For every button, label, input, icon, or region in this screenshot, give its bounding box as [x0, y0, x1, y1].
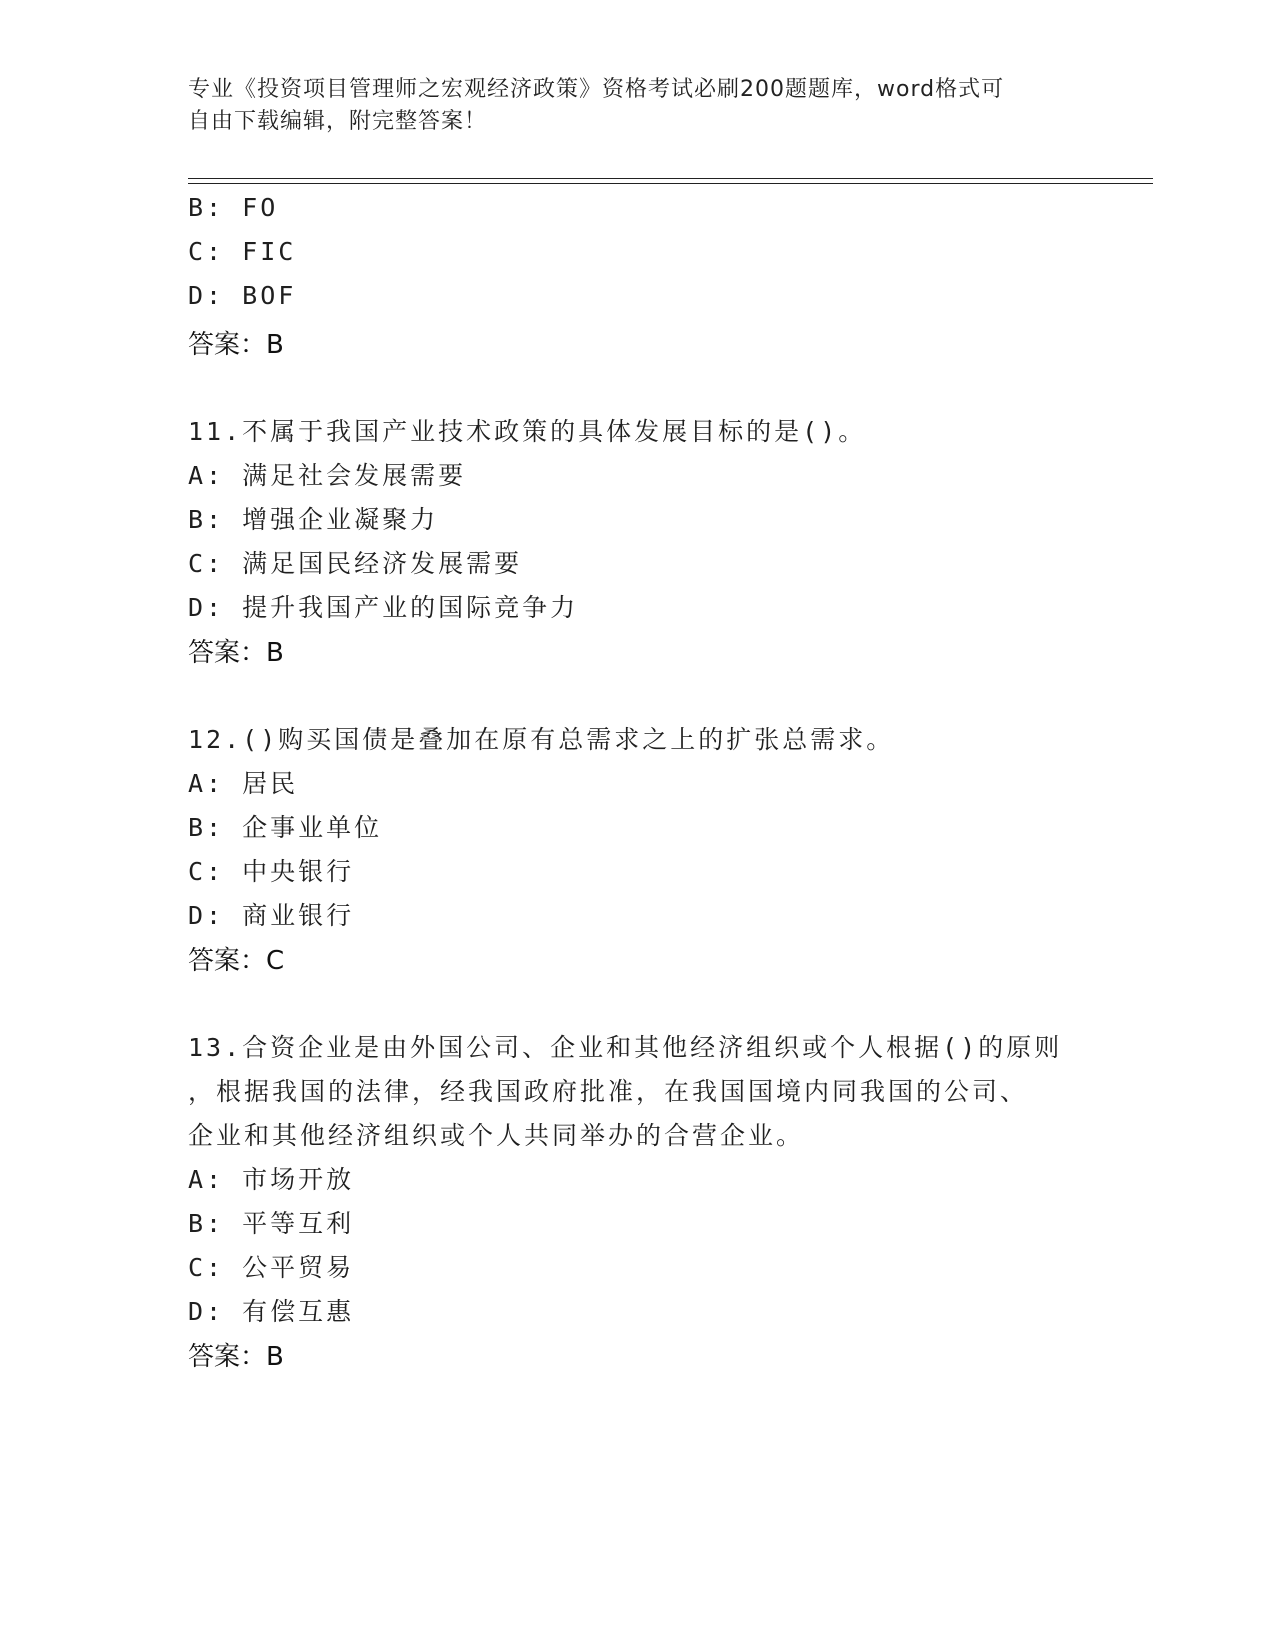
q13-stem-line-2: ，根据我国的法律，经我国政府批准，在我国国境内同我国的公司、: [188, 1077, 1029, 1106]
document-header: [188, 74, 1088, 138]
q13-option-c: C: 公平贸易: [188, 1253, 355, 1282]
prev-option-d: D: BOF: [188, 281, 297, 310]
q13-stem-line-1: 13.合资企业是由外国公司、企业和其他经济组织或个人根据()的原则: [188, 1033, 1063, 1062]
q11-answer: 答案：B: [188, 638, 284, 668]
prev-option-b: B: FO: [188, 193, 279, 222]
header-line-2: 自由下载编辑，附完整答案！: [188, 109, 488, 134]
q13-answer: 答案：B: [188, 1342, 284, 1372]
q11-option-a: A: 满足社会发展需要: [188, 461, 467, 490]
q11-option-b: B: 增强企业凝聚力: [188, 505, 439, 534]
header-divider-top: [188, 178, 1153, 179]
q12-option-b: B: 企事业单位: [188, 813, 383, 842]
prev-answer: 答案：B: [188, 330, 284, 360]
header-divider-bottom: [188, 183, 1153, 184]
q12-option-c: C: 中央银行: [188, 857, 355, 886]
q11-option-d: D: 提升我国产业的国际竞争力: [188, 593, 579, 622]
q13-stem-line-3: 企业和其他经济组织或个人共同举办的合营企业。: [188, 1121, 805, 1150]
q12-option-d: D: 商业银行: [188, 901, 355, 930]
prev-option-c: C: FIC: [188, 237, 297, 266]
q13-option-b: B: 平等互利: [188, 1209, 355, 1238]
q12-answer: 答案：C: [188, 946, 285, 976]
q12-stem: 12.()购买国债是叠加在原有总需求之上的扩张总需求。: [188, 725, 895, 754]
q13-option-a: A: 市场开放: [188, 1165, 355, 1194]
header-line-1: 专业《投资项目管理师之宏观经济政策》资格考试必刷200题题库，word格式可: [188, 77, 1005, 102]
q12-option-a: A: 居民: [188, 769, 299, 798]
q11-stem: 11.不属于我国产业技术政策的具体发展目标的是()。: [188, 417, 867, 446]
q11-option-c: C: 满足国民经济发展需要: [188, 549, 523, 578]
q13-option-d: D: 有偿互惠: [188, 1297, 355, 1326]
